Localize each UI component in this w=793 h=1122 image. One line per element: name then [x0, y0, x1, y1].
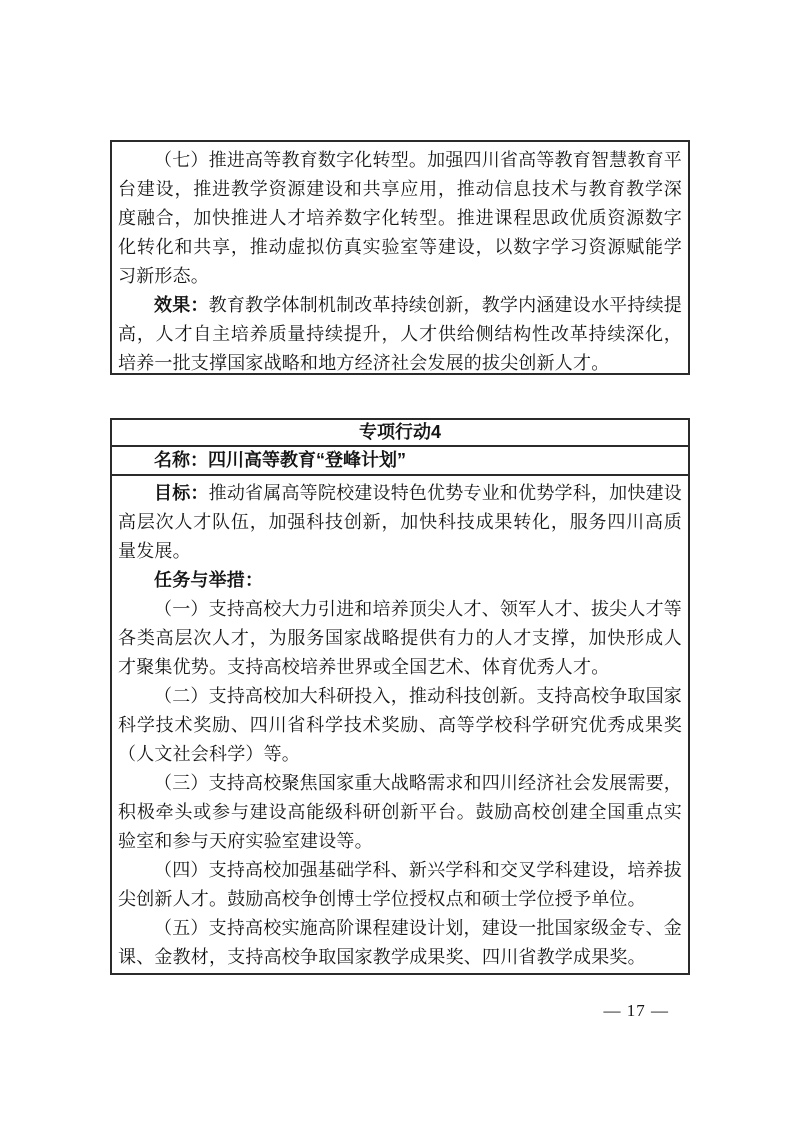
paragraph-task-4	[118, 856, 682, 914]
paragraph-section-seven	[118, 146, 682, 291]
paragraph-text: （三）支持高校聚焦国家重大战略需求和四川经济社会发展需要，积极牵头或参与建设高能级科研创新平台。鼓励高校创建全国重点实验室和参与天府实验室建设等。	[118, 773, 682, 851]
paragraph-label-tasks: 任务与举措：	[154, 570, 264, 590]
paragraph-tasks-heading	[118, 566, 682, 595]
table-body	[112, 476, 688, 972]
paragraph-effect	[118, 291, 682, 378]
special-action-4-table	[110, 418, 690, 975]
table-row-name: 名称：四川高等教育“登峰计划”	[112, 447, 688, 476]
page-number: — 17 —	[603, 1001, 669, 1020]
paragraph-text: 教育教学体制机制改革持续创新，教学内涵建设水平持续提高，人才自主培养质量持续提升，人才供给侧结构性改革持续深化，培养一批支撑国家战略和地方经济社会发展的拔尖创新人才。	[118, 295, 682, 373]
paragraph-text: （七）推进高等教育数字化转型。加强四川省高等教育智慧教育平台建设，推进教学资源建设和共享应用，推动信息技术与教育教学深度融合，加快推进人才培养数字化转型。推进课程思政优质资源数字化转化和共享，推动虚拟仿真实验室等建设，以数字学习资源赋能学习新形态。	[118, 150, 682, 286]
paragraph-label-effect: 效果：	[154, 295, 209, 315]
paragraph-text: （五）支持高校实施高阶课程建设计划，建设一批国家级金专、金课、金教材，支持高校争取国家教学成果奖、四川省教学成果奖。	[118, 918, 682, 967]
paragraph-task-1	[118, 595, 682, 682]
paragraph-text: （二）支持高校加大科研投入，推动科技创新。支持高校争取国家科学技术奖励、四川省科学技术奖励、高等学校科学研究优秀成果奖（人文社会科学）等。	[118, 686, 682, 764]
paragraph-goal	[118, 479, 682, 566]
text-box-section-seven	[110, 140, 690, 375]
paragraph-text: （四）支持高校加强基础学科、新兴学科和交叉学科建设，培养拔尖创新人才。鼓励高校争创博士学位授权点和硕士学位授予单位。	[118, 860, 682, 909]
paragraph-task-5	[118, 914, 682, 972]
paragraph-text: （一）支持高校大力引进和培养顶尖人才、领军人才、拔尖人才等各类高层次人才，为服务国家战略提供有力的人才支撑，加快形成人才聚集优势。支持高校培养世界或全国艺术、体育优秀人才。	[118, 599, 682, 677]
table-header-special-action-4: 专项行动4	[112, 420, 688, 447]
paragraph-text: 推动省属高等院校建设特色优势专业和优势学科，加快建设高层次人才队伍，加强科技创新，加快科技成果转化，服务四川高质量发展。	[118, 483, 682, 561]
paragraph-task-2	[118, 682, 682, 769]
paragraph-label-goal: 目标：	[154, 483, 209, 503]
paragraph-task-3	[118, 769, 682, 856]
